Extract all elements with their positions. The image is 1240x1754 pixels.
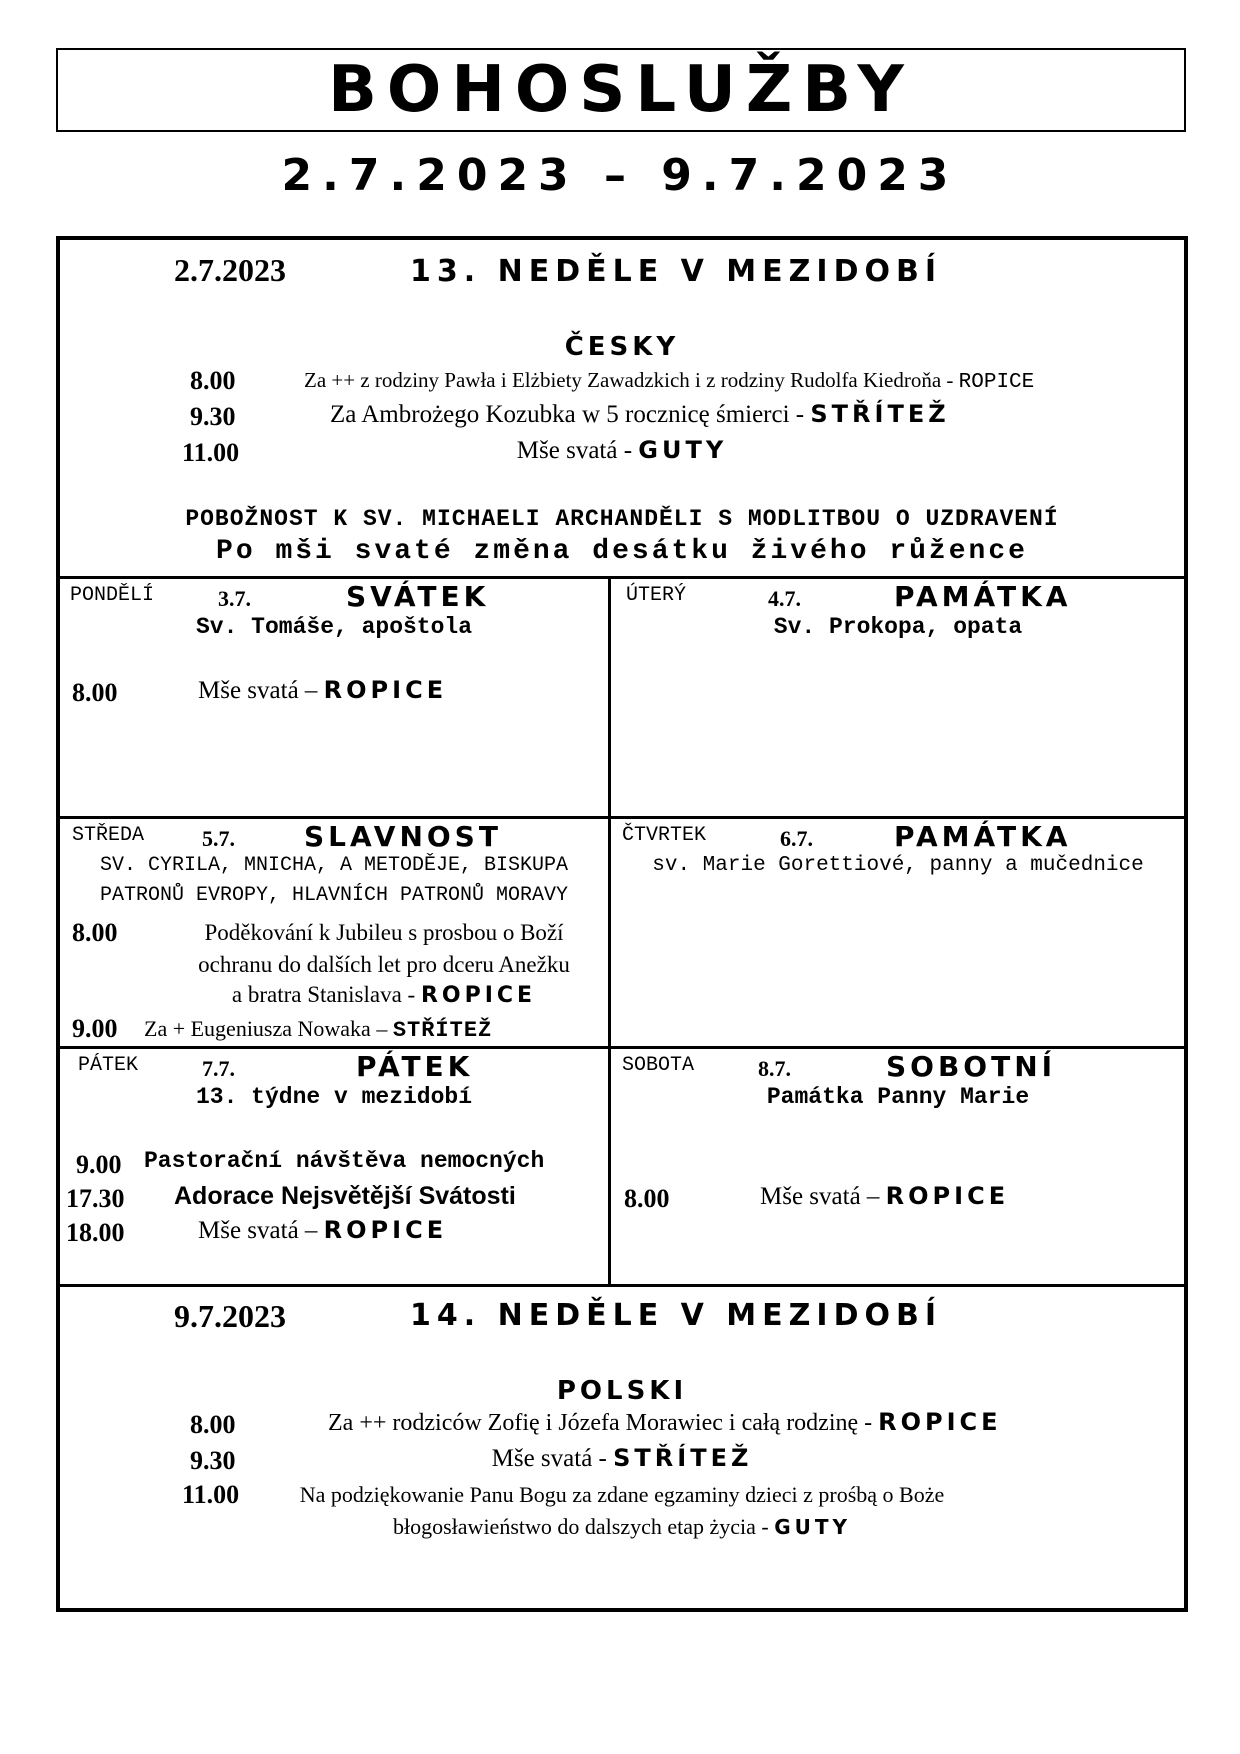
saturday-mass-time: 8.00 — [624, 1184, 670, 1213]
sunday1-mass1-intention: Za ++ z rodziny Pawła i Elżbiety Zawadzkich i z rodziny Rudolfa Kiedroňa - — [304, 368, 959, 392]
thursday-date: 6.7. — [780, 826, 813, 851]
tuesday-saint: Sv. Prokopa, opata — [773, 614, 1023, 640]
sunday1-title: 13. NEDĚLE V MEZIDOBÍ — [410, 254, 942, 289]
friday-item2-text: Adorace Nejsvětější Svátosti — [174, 1182, 516, 1210]
friday-item3-text: Mše svatá – — [198, 1217, 324, 1244]
sunday1-mass2-place: STŘÍTEŽ — [810, 400, 950, 428]
sunday2-title: 14. NEDĚLE V MEZIDOBÍ — [410, 1298, 942, 1333]
monday-mass-line — [198, 676, 447, 705]
sunday2-language: POLSKI — [556, 1376, 688, 1406]
sunday2-mass1-intention: Za ++ rodziców Zofię i Józefa Morawiec i całą rodzinę - — [328, 1410, 879, 1436]
sunday1-mass3-intention: Mše svatá - — [516, 437, 639, 464]
sunday1-mass1-time: 8.00 — [190, 366, 236, 395]
tuesday-rank: PAMÁTKA — [894, 580, 1072, 613]
sunday1-note2: Po mši svaté změna desátku živého růžence — [216, 536, 1028, 567]
monday-mass-intention: Mše svatá – — [198, 677, 324, 704]
monday-date: 3.7. — [218, 586, 251, 611]
page-title: BOHOSLUŽBY — [328, 53, 914, 127]
wednesday-rank: SLAVNOST — [304, 820, 502, 853]
monday-mass-time: 8.00 — [72, 678, 118, 707]
saturday-date: 8.7. — [758, 1056, 791, 1081]
sunday1-mass2-intention: Za Ambrożego Kozubka w 5 rocznicę śmierci - — [330, 401, 811, 428]
friday-item3-time: 18.00 — [66, 1218, 125, 1247]
wednesday-mass1-line1: Poděkování k Jubileu s prosbou o Boží — [204, 920, 564, 945]
tuesday-day: ÚTERÝ — [626, 584, 687, 607]
wednesday-saint-line2: PATRONŮ EVROPY, HLAVNÍCH PATRONŮ MORAVY — [99, 884, 569, 907]
wednesday-mass1-time: 8.00 — [72, 918, 118, 947]
wednesday-mass2-intention: Za + Eugeniusza Nowaka – — [144, 1016, 393, 1041]
sunday1-mass2-time: 9.30 — [190, 402, 236, 431]
monday-mass-place: ROPICE — [323, 676, 448, 704]
sunday1-mass1-line — [304, 368, 1034, 394]
sunday2-mass3-place: GUTY — [774, 1515, 851, 1539]
saturday-rank: SOBOTNÍ — [886, 1050, 1057, 1083]
sunday1-mass3-time: 11.00 — [182, 438, 240, 467]
schedule-table — [56, 236, 1188, 1612]
wednesday-mass1-place: ROPICE — [420, 983, 537, 1008]
friday-item2-time: 17.30 — [66, 1184, 125, 1213]
wednesday-mass2-place: STŘÍTEŽ — [392, 1018, 493, 1043]
wednesday-mass2-time: 9.00 — [72, 1014, 118, 1043]
wednesday-day: STŘEDA — [72, 824, 145, 847]
divider-fri-sunday2 — [60, 1284, 1184, 1287]
monday-day: PONDĚLÍ — [70, 584, 155, 607]
sunday1-note1: POBOŽNOST K SV. MICHAELI ARCHANDĚLI S MODLITBOU O UZDRAVENÍ — [185, 506, 1059, 532]
thursday-day: ČTVRTEK — [622, 824, 707, 847]
sunday2-mass3-line2-text: błogosławieństwo do dalszych etap życia - — [393, 1514, 775, 1539]
date-range: 2.7.2023 – 9.7.2023 — [281, 150, 959, 201]
saturday-mass-intention: Mše svatá – — [760, 1183, 886, 1210]
saturday-day: SOBOTA — [622, 1054, 695, 1077]
saturday-mass-line — [760, 1182, 1009, 1211]
friday-item1-time: 9.00 — [76, 1150, 122, 1179]
sunday1-mass3-place: GUTY — [638, 436, 728, 464]
wednesday-saint-line1: SV. CYRILA, MNICHA, A METODĚJE, BISKUPA — [99, 854, 569, 877]
sunday1-mass2-line — [330, 400, 950, 429]
column-divider — [608, 576, 611, 1284]
friday-item1-text: Pastorační návštěva nemocných — [144, 1148, 545, 1174]
friday-saint: 13. týdne v mezidobí — [195, 1084, 473, 1110]
sunday2-mass2-intention: Mše svatá - — [491, 1445, 614, 1472]
friday-day: PÁTEK — [78, 1054, 139, 1077]
title-box — [56, 48, 1186, 132]
wednesday-date: 5.7. — [202, 826, 235, 851]
sunday2-mass3-time: 11.00 — [182, 1480, 240, 1509]
friday-rank: PÁTEK — [356, 1050, 474, 1083]
sunday1-date: 2.7.2023 — [174, 252, 286, 288]
wednesday-mass1-line3 — [160, 982, 608, 1008]
sunday2-date: 9.7.2023 — [174, 1298, 286, 1334]
friday-item3-line — [198, 1216, 447, 1245]
friday-date: 7.7. — [202, 1056, 235, 1081]
monday-rank: SVÁTEK — [346, 580, 490, 613]
sunday2-mass2-place: STŘÍTEŽ — [613, 1444, 753, 1472]
wednesday-mass1-line2: ochranu do dalších let pro dceru Anežku — [198, 952, 570, 977]
sunday1-language: ČESKY — [564, 332, 680, 362]
sunday2-mass3-line1: Na podziękowanie Panu Bogu za zdane egzaminy dzieci z prośbą o Boże — [299, 1482, 945, 1507]
thursday-saint: sv. Marie Gorettiové, panny a mučednice — [652, 854, 1144, 877]
sunday1-mass3-line — [60, 436, 1184, 465]
friday-item3-place: ROPICE — [323, 1216, 448, 1244]
monday-saint: Sv. Tomáše, apoštola — [195, 614, 473, 640]
sunday2-mass2-time: 9.30 — [190, 1446, 236, 1475]
sunday2-mass1-time: 8.00 — [190, 1410, 236, 1439]
tuesday-date: 4.7. — [768, 586, 801, 611]
sunday2-mass2-line — [60, 1444, 1184, 1473]
sunday2-mass1-line — [328, 1408, 1002, 1437]
saturday-mass-place: ROPICE — [885, 1182, 1010, 1210]
divider-wed-fri — [60, 1046, 1184, 1049]
sunday2-mass3-line2 — [60, 1514, 1184, 1540]
saturday-saint: Památka Panny Marie — [766, 1084, 1030, 1110]
sunday1-mass1-place: ROPICE — [958, 371, 1035, 394]
sunday2-mass1-place: ROPICE — [878, 1408, 1002, 1436]
wednesday-mass1-line3-text: a bratra Stanislava - — [231, 982, 421, 1007]
divider-mon-wed — [60, 816, 1184, 819]
wednesday-mass2-line — [144, 1016, 492, 1043]
thursday-rank: PAMÁTKA — [894, 820, 1072, 853]
divider-sunday1 — [60, 576, 1184, 579]
